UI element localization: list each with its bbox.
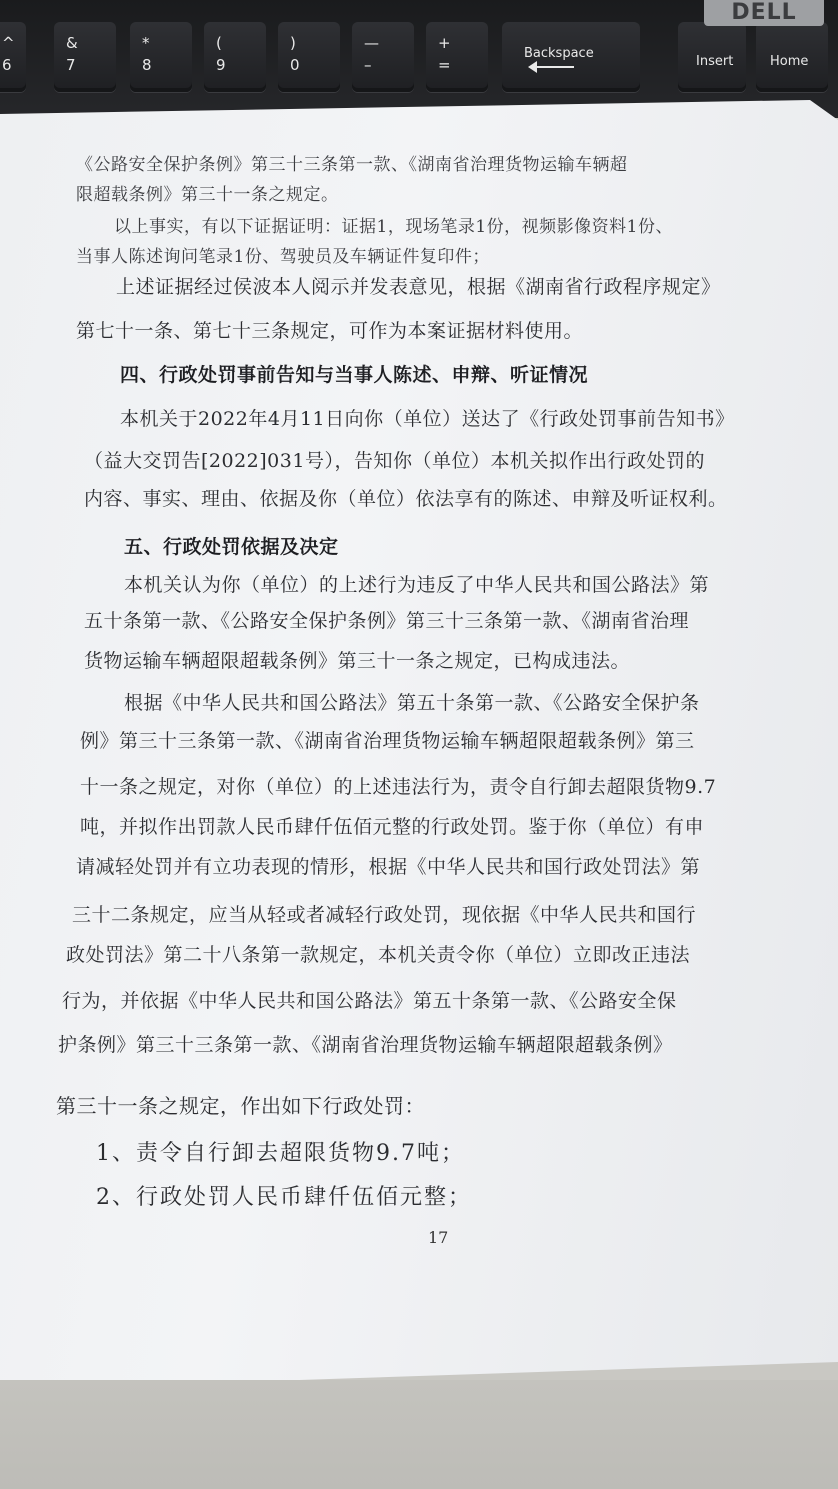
text-line: 行为，并依据《中华人民共和国公路法》第五十条第一款、《公路安全保 [62, 990, 677, 1012]
text-line: 内容、事实、理由、依据及你（单位）依法享有的陈述、申辩及听证权利。 [84, 488, 728, 510]
text-line: 三十二条规定，应当从轻或者减轻行政处罚，现依据《中华人民共和国行 [72, 904, 697, 926]
key-equals: + = [426, 22, 488, 92]
text-line: 以上事实，有以下证据证明：证据1，现场笔录1份，视频影像资料1份、 [114, 217, 673, 237]
key-0: ) 0 [278, 22, 340, 92]
text-line: 货物运输车辆超限超载条例》第三十一条之规定，已构成违法。 [84, 650, 631, 672]
text-line: 本机关于2022年4月11日向你（单位）送达了《行政处罚事前告知书》 [120, 408, 735, 430]
text-line: 2、行政处罚人民币肆仟伍佰元整； [96, 1185, 472, 1210]
key-home: Home [756, 22, 828, 92]
text-line: 十一条之规定，对你（单位）的上述违法行为，责令自行卸去超限货物9.7 [80, 776, 717, 798]
key-7: & 7 [54, 22, 116, 92]
text-line: 请减轻处罚并有立功表现的情形，根据《中华人民共和国行政处罚法》第 [76, 856, 701, 878]
text-line: 1、责令自行卸去超限货物9.7吨； [96, 1141, 465, 1166]
dell-logo: DELL [704, 0, 824, 26]
text-line: 本机关认为你（单位）的上述行为违反了中华人民共和国公路法》第 [124, 574, 710, 596]
text-line: 根据《中华人民共和国公路法》第五十条第一款、《公路安全保护条 [124, 692, 700, 714]
arrow-left-icon [530, 66, 574, 68]
keyboard [0, 0, 838, 118]
text-line: （益大交罚告[2022]031号），告知你（单位）本机关拟作出行政处罚的 [84, 450, 705, 472]
text-line: 吨，并拟作出罚款人民币肆仟伍佰元整的行政处罚。鉴于你（单位）有申 [80, 816, 705, 838]
key-insert: Insert [678, 22, 746, 92]
key-9: ( 9 [204, 22, 266, 92]
text-line: 五十条第一款、《公路安全保护条例》第三十三条第一款、《湖南省治理 [84, 610, 690, 632]
text-line: 政处罚法》第二十八条第一款规定，本机关责令你（单位）立即改正违法 [66, 944, 691, 966]
key-6: ^ 6 [0, 22, 26, 92]
desk-surface [0, 1380, 838, 1489]
key-backspace: Backspace [502, 22, 640, 92]
key-8: * 8 [130, 22, 192, 92]
text-line: 第三十一条之规定，作出如下行政处罚： [56, 1094, 425, 1118]
text-line: 例》第三十三条第一款、《湖南省治理货物运输车辆超限超载条例》第三 [80, 730, 695, 752]
page-number: 17 [428, 1228, 449, 1247]
text-line: 限超载条例》第三十一条之规定。 [76, 185, 339, 205]
section-heading: 五、行政处罚依据及决定 [124, 536, 339, 558]
text-line: 当事人陈述询问笔录1份、驾驶员及车辆证件复印件； [76, 247, 490, 267]
text-line: 《公路安全保护条例》第三十三条第一款、《湖南省治理货物运输车辆超 [76, 155, 628, 175]
text-line: 第七十一条、第七十三条规定，可作为本案证据材料使用。 [76, 320, 584, 342]
section-heading: 四、行政处罚事前告知与当事人陈述、申辩、听证情况 [120, 364, 589, 386]
text-line: 护条例》第三十三条第一款、《湖南省治理货物运输车辆超限超载条例》 [58, 1034, 673, 1056]
text-line: 上述证据经过侯波本人阅示并发表意见，根据《湖南省行政程序规定》 [116, 276, 721, 298]
key-minus: — – [352, 22, 414, 92]
